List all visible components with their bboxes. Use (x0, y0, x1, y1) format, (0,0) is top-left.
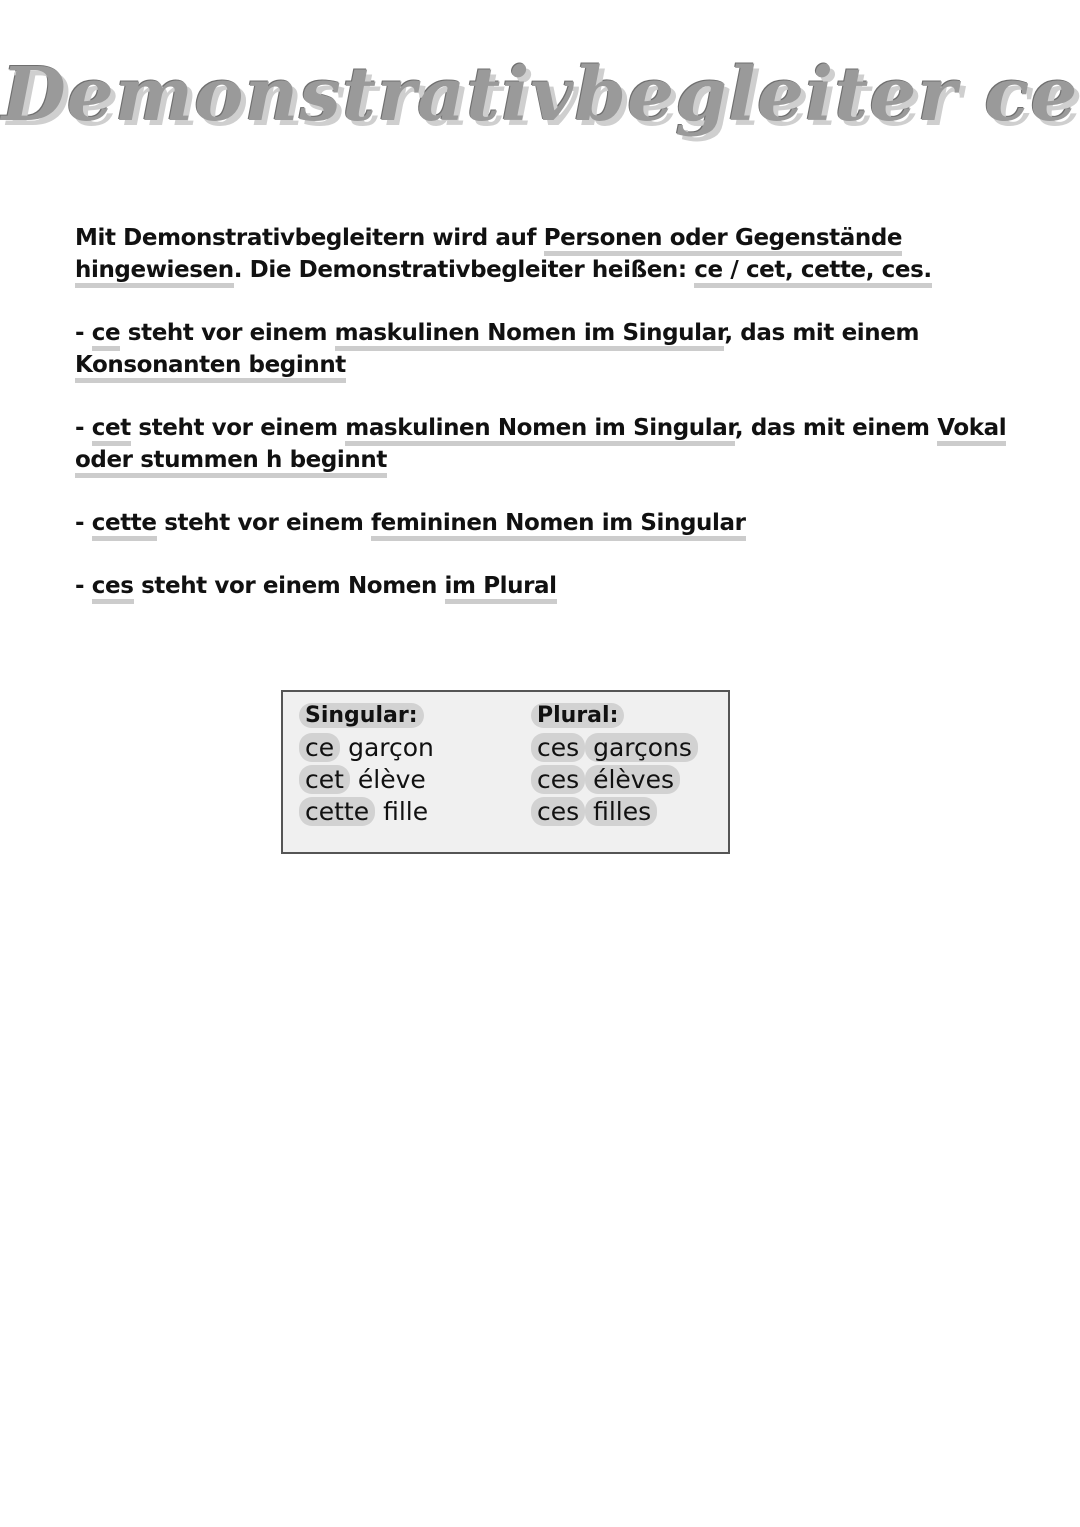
singular-header (305, 700, 434, 732)
rule-cet (75, 412, 1035, 476)
singular-column (305, 700, 434, 828)
rule-text: steht vor einem Nomen (133, 573, 445, 599)
plural-header-label: Plural: (531, 703, 624, 728)
rule-highlight: Konsonanten beginnt (75, 352, 346, 383)
intro-text: . Die Demonstrativbegleiter heißen: (233, 257, 695, 283)
example-box (281, 690, 730, 854)
rule-highlight: femininen Nomen im Singular (371, 510, 746, 541)
intro-paragraph (75, 222, 1035, 286)
example-noun: élève (349, 765, 426, 794)
plural-header (537, 700, 698, 732)
example-noun: élèves (585, 765, 680, 794)
rule-article: ces (92, 573, 134, 604)
rule-text: - (75, 320, 92, 346)
plural-column (537, 700, 698, 828)
rule-highlight: maskulinen Nomen im Singular (335, 320, 725, 351)
example-article: ce (299, 733, 340, 762)
rule-text: - (75, 510, 92, 536)
rule-highlight: im Plural (445, 573, 557, 604)
rule-article: ce (92, 320, 120, 351)
intro-highlight: Personen oder Gegenstände hingewiesen (75, 225, 902, 288)
singular-header-label: Singular: (299, 703, 424, 728)
example-article: cet (299, 765, 350, 794)
example-row (537, 796, 698, 828)
example-noun: filles (585, 797, 657, 826)
page-title: Demonstrativbegleiter ce (1, 52, 1079, 138)
example-row (305, 764, 434, 796)
example-row (537, 732, 698, 764)
rule-ce (75, 317, 1035, 381)
example-row (537, 764, 698, 796)
rule-text: , das mit einem (734, 415, 938, 441)
example-article: ces (531, 797, 585, 826)
example-article: ces (531, 765, 585, 794)
rule-article: cet (92, 415, 131, 446)
example-row (305, 732, 434, 764)
example-article: cette (299, 797, 375, 826)
rule-cette (75, 507, 1035, 539)
rule-text: - (75, 415, 92, 441)
rule-text: steht vor einem (120, 320, 335, 346)
example-noun: garçons (585, 733, 698, 762)
notes-body (75, 222, 1035, 633)
example-noun: garçon (340, 733, 434, 762)
example-article: ces (531, 733, 585, 762)
rule-article: cette (92, 510, 157, 541)
rule-text: , das mit einem (724, 320, 920, 346)
rule-text: steht vor einem (130, 415, 346, 441)
rule-highlight: Vokal oder stummen h beginnt (75, 415, 1006, 478)
intro-text: Mit Demonstrativbegleitern wird auf (75, 225, 544, 251)
rule-text: - (75, 573, 92, 599)
rule-ces (75, 570, 1035, 602)
intro-highlight: ce / cet, cette, ces. (694, 257, 931, 288)
rule-highlight: maskulinen Nomen im Singular (345, 415, 735, 446)
example-noun: fille (375, 797, 429, 826)
rule-text: steht vor einem (156, 510, 372, 536)
example-row (305, 796, 434, 828)
